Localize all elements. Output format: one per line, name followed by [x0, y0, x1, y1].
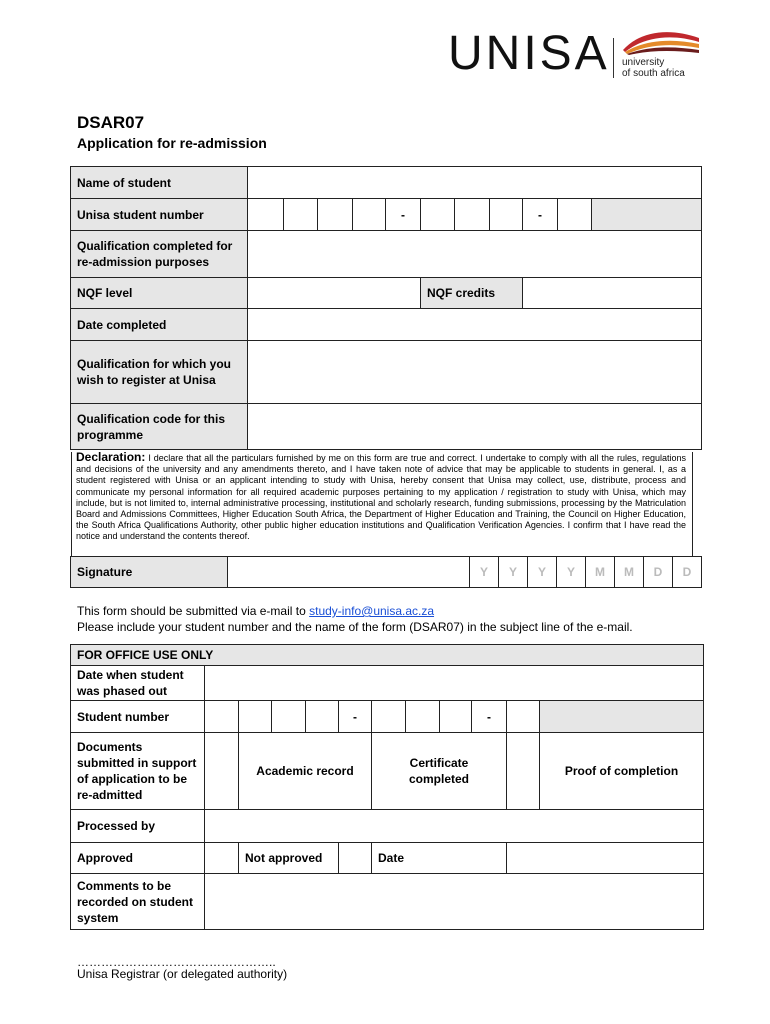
submission-line-1: This form should be submitted via e-mail to	[77, 604, 310, 618]
office-student-number-digit[interactable]	[507, 701, 540, 733]
date-phased-out-label: Date when student was phased out	[71, 666, 205, 701]
submission-instructions	[77, 603, 633, 635]
declaration-heading: Declaration:	[76, 450, 146, 464]
signature-label: Signature	[71, 557, 228, 588]
documents-label: Documents submitted in support of application to be re-admitted	[71, 733, 205, 810]
student-number-digit[interactable]	[490, 199, 523, 231]
qualification-completed-label: Qualification completed for re-admission purposes	[71, 231, 248, 278]
student-number-digit[interactable]	[455, 199, 490, 231]
date-year-box[interactable]: Y	[557, 557, 586, 588]
office-student-number-separator: -	[339, 701, 372, 733]
date-year-box[interactable]: Y	[499, 557, 528, 588]
office-student-number-digit[interactable]	[239, 701, 272, 733]
office-use-table	[70, 644, 704, 930]
office-student-number-digit[interactable]	[440, 701, 472, 733]
office-student-number-digit[interactable]	[306, 701, 339, 733]
form-code: DSAR07	[77, 113, 145, 132]
qualification-code-input[interactable]	[248, 404, 702, 450]
student-number-filler	[592, 199, 702, 231]
office-student-number-digit[interactable]	[406, 701, 440, 733]
certificate-completed-checkbox[interactable]	[507, 733, 540, 810]
logo-subtitle	[622, 57, 685, 79]
approved-label: Approved	[71, 843, 205, 874]
signature-input[interactable]	[228, 557, 470, 588]
logo-subtitle-line-1: university	[622, 57, 665, 68]
academic-record-checkbox[interactable]	[205, 733, 239, 810]
approval-date-input[interactable]	[507, 843, 704, 874]
nqf-credits-label: NQF credits	[421, 278, 523, 309]
date-label: Date	[372, 843, 507, 874]
qualification-register-label: Qualification for which you wish to register at Unisa	[71, 341, 248, 404]
office-student-number-filler	[540, 701, 704, 733]
student-number-digit[interactable]	[353, 199, 386, 231]
student-details-table	[70, 166, 702, 450]
nqf-level-input[interactable]	[248, 278, 421, 309]
not-approved-label: Not approved	[239, 843, 339, 874]
declaration-block	[71, 452, 693, 556]
not-approved-checkbox[interactable]	[339, 843, 372, 874]
date-day-box[interactable]: D	[673, 557, 702, 588]
signature-table	[70, 556, 702, 588]
nqf-level-label: NQF level	[71, 278, 248, 309]
office-student-number-digit[interactable]	[205, 701, 239, 733]
office-use-heading: FOR OFFICE USE ONLY	[71, 645, 704, 666]
unisa-logo-wordmark: UNISA	[448, 27, 610, 80]
comments-label: Comments to be recorded on student system	[71, 874, 205, 930]
office-student-number-digit[interactable]	[372, 701, 406, 733]
date-year-box[interactable]: Y	[528, 557, 557, 588]
submission-line-2: Please include your student number and the name of the form (DSAR07) in the subject line of the e-mail.	[77, 620, 633, 634]
name-of-student-label: Name of student	[71, 167, 248, 199]
date-completed-input[interactable]	[248, 309, 702, 341]
student-number-digit[interactable]	[248, 199, 284, 231]
processed-by-label: Processed by	[71, 810, 205, 843]
student-number-digit[interactable]	[284, 199, 318, 231]
processed-by-input[interactable]	[205, 810, 704, 843]
office-student-number-digit[interactable]	[272, 701, 306, 733]
nqf-credits-input[interactable]	[523, 278, 702, 309]
office-student-number-separator: -	[472, 701, 507, 733]
proof-of-completion-label: Proof of completion	[540, 733, 704, 810]
qualification-completed-input[interactable]	[248, 231, 702, 278]
student-number-digit[interactable]	[318, 199, 353, 231]
unisa-logo-emblem	[621, 28, 701, 56]
qualification-code-label: Qualification code for this programme	[71, 404, 248, 450]
approved-checkbox[interactable]	[205, 843, 239, 874]
student-number-digit[interactable]	[558, 199, 592, 231]
academic-record-label: Academic record	[239, 733, 372, 810]
date-month-box[interactable]: M	[615, 557, 644, 588]
date-day-box[interactable]: D	[644, 557, 673, 588]
logo-divider	[613, 38, 614, 78]
office-student-number-label: Student number	[71, 701, 205, 733]
student-number-label: Unisa student number	[71, 199, 248, 231]
date-completed-label: Date completed	[71, 309, 248, 341]
student-number-separator: -	[523, 199, 558, 231]
date-year-box[interactable]: Y	[470, 557, 499, 588]
registrar-label: Unisa Registrar (or delegated authority)	[77, 967, 288, 981]
date-month-box[interactable]: M	[586, 557, 615, 588]
comments-input[interactable]	[205, 874, 704, 930]
date-phased-out-input[interactable]	[205, 666, 704, 701]
qualification-register-input[interactable]	[248, 341, 702, 404]
registrar-signature-line: …………………………………………..	[77, 955, 276, 969]
form-title: Application for re-admission	[77, 135, 267, 151]
student-number-separator: -	[386, 199, 421, 231]
declaration-text: I declare that all the particulars furnished by me on this form are true and correct. I undertake to comply with all the rules, regulations and decisions of the university and any amendments thereto, and I have taken note of advice that may be applicable to students in general. I, as a student registered with Unisa or an applicant intending to study with Unisa, hereby consent that Unisa may collect, use, distribute, process and communicate my personal information for all required academic purposes pertaining to my application / registration to study with Unisa, which may include, but is not limited to, internal administrative processing, institutional and scholarly research, funding submissions, processing by the Matriculation Board and Admissions Committees, Higher Education South Africa, the Department of Higher Education and Training, the Council on Higher Education, the South Africa Qualifications Authority, other public higher education institutions and Qualification Verification Agencies. I confirm that I have read the notice and understand the contents thereof.	[76, 453, 686, 542]
certificate-completed-label: Certificate completed	[372, 733, 507, 810]
email-link[interactable]: study-info@unisa.ac.za	[309, 604, 435, 618]
student-number-digit[interactable]	[421, 199, 455, 231]
name-of-student-input[interactable]	[248, 167, 702, 199]
logo-subtitle-line-2: of south africa	[622, 68, 685, 79]
